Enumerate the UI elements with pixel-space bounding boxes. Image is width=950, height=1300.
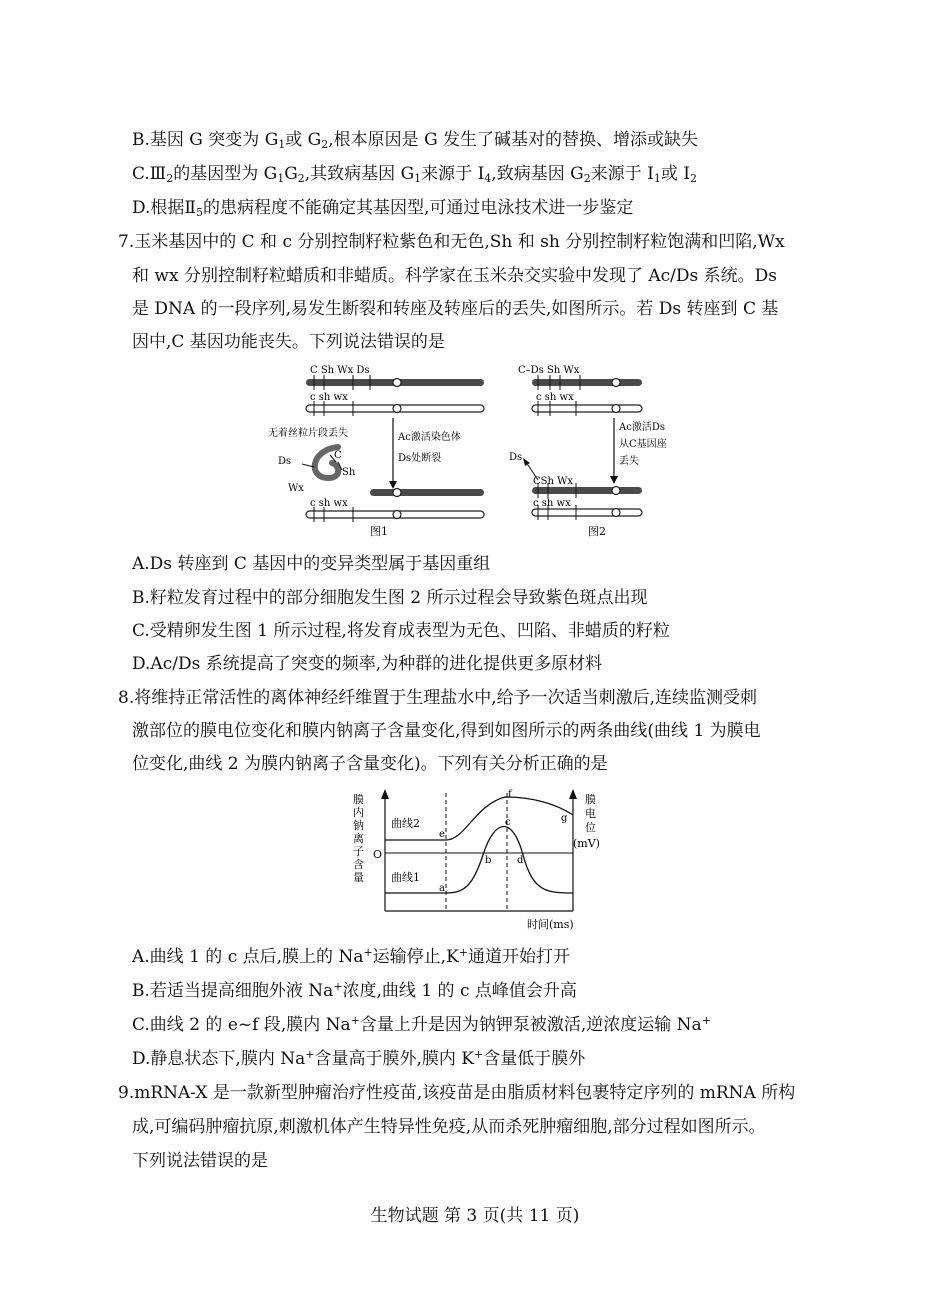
curve-1-label: 曲线1: [391, 871, 420, 884]
svg-text:内: 内: [353, 806, 364, 819]
fig1-wx: Wx: [288, 483, 304, 494]
fig1-bottom-labels: c sh wx: [310, 498, 348, 509]
svg-text:子: 子: [353, 845, 364, 858]
q7-figures: [250, 360, 667, 542]
chromosome-dark-broken: [370, 489, 484, 496]
q8-stem-line-1: 8.将维持正常活性的离体神经纤维置于生理盐水中,给予一次适当刺激后,连续监测受刺: [118, 688, 758, 708]
q6-option-b: B.基因 G 突变为 $G_1$或 $G_2$,根本原因是 G 发生了碱基对的替换、增添或缺失: [132, 130, 699, 151]
fig2-ds: Ds: [509, 452, 523, 463]
graph-xlabel: 时间(ms): [527, 918, 574, 931]
centromere: [393, 511, 401, 519]
q9-stem-line-1: 9.mRNA-X 是一款新型肿瘤治疗性疫苗,该疫苗是由脂质材料包裹特定序列的 mRNA 所构: [118, 1083, 796, 1103]
svg-text:电: 电: [585, 807, 596, 820]
centromere: [393, 489, 401, 497]
fig1-arrow-text-1: Ac激活染色体: [398, 432, 461, 443]
graph-ylabel-left: [353, 792, 364, 884]
graph-ylabel-right: [573, 792, 600, 850]
svg-text:膜: 膜: [585, 793, 596, 806]
svg-text:含: 含: [353, 858, 364, 871]
fig1-top-labels: C Sh Wx Ds: [310, 365, 370, 376]
q8-graph: [345, 785, 615, 935]
svg-text:量: 量: [353, 871, 364, 884]
svg-text:离: 离: [353, 832, 364, 845]
q6-option-c: $C.Ⅲ_2$的基因型为 $G_1G_2$,其致病基因 $G_1$来源于 $I_4$,致病基因 $G_2$来源于 $I_1$或 $I_2$: [132, 164, 697, 185]
centromere: [393, 379, 401, 387]
q7-stem-line-1: 7.玉米基因中的 C 和 c 分别控制籽粒紫色和无色,Sh 和 sh 分别控制籽粒饱满和凹陷,Wx: [118, 232, 785, 252]
point-f: f: [508, 789, 512, 800]
q8-option-b: B.若适当提高细胞外液 Na+浓度,曲线 1 的 c 点峰值会升高: [132, 980, 577, 1001]
q9-stem-line-3: 下列说法错误的是: [132, 1151, 268, 1171]
svg-text:钠: 钠: [353, 819, 364, 832]
graph-origin: O: [373, 848, 383, 861]
chromosome-dark: [532, 379, 642, 386]
q8-stem-line-2: 激部位的膜电位变化和膜内钠离子含量变化,得到如图所示的两条曲线(曲线 1 为膜电: [132, 721, 761, 741]
svg-text:(mV): (mV): [573, 837, 600, 850]
q7-option-d: D.Ac/Ds 系统提高了突变的频率,为种群的进化提供更多原材料: [132, 654, 603, 674]
q8-stem-line-3: 位变化,曲线 2 为膜内钠离子含量变化)。下列有关分析正确的是: [132, 754, 608, 774]
fig1-c: C: [334, 450, 342, 461]
centromere: [612, 405, 620, 413]
fig2-bottom-labels: c sh wx: [533, 498, 571, 509]
fig1-sh: Sh: [342, 467, 356, 478]
centromere: [612, 487, 620, 495]
q7-stem-line-4: 因中,C 基因功能丧失。下列说法错误的是: [132, 332, 445, 352]
q9-stem-line-2: 成,可编码肿瘤抗原,刺激机体产生特异性免疫,从而杀死肿瘤细胞,部分过程如图所示。: [132, 1117, 766, 1137]
fig2-mid-labels: CSh Wx: [533, 476, 574, 487]
q7-option-b: B.籽粒发育过程中的部分细胞发生图 2 所示过程会导致紫色斑点出现: [132, 588, 648, 608]
fig2-arrow-text-2: 从C基因座: [619, 439, 667, 450]
figure-1: [268, 365, 484, 538]
q8-option-a: A.曲线 1 的 c 点后,膜上的 Na+运输停止,K+通道开始打开: [132, 946, 570, 967]
svg-text:膜: 膜: [353, 793, 364, 806]
chromosome-light: [532, 405, 642, 412]
q7-option-a: A.Ds 转座到 C 基因中的变异类型属于基因重组: [132, 554, 491, 574]
fig1-caption: 图1: [370, 525, 388, 538]
centromere: [612, 509, 620, 517]
fig2-caption: 图2: [588, 525, 606, 538]
point-a: a: [439, 883, 445, 894]
fig1-lost-label: 无着丝粒片段丢失: [268, 428, 348, 439]
fig1-lower-labels: c sh wx: [310, 392, 348, 403]
point-b: b: [485, 855, 492, 866]
fig2-arrow-text-3: 丢失: [619, 456, 639, 467]
q6-option-d: D.根据$Ⅱ_5$的患病程度不能确定其基因型,可通过电泳技术进一步鉴定: [132, 198, 634, 219]
point-d: d: [517, 855, 524, 866]
point-e: e: [439, 829, 445, 840]
q7-option-c: C.受精卵发生图 1 所示过程,将发育成表型为无色、凹陷、非蜡质的籽粒: [132, 621, 670, 641]
fig2-top-labels: C–Ds Sh Wx: [518, 365, 580, 376]
curve-2-label: 曲线2: [391, 817, 420, 830]
fig1-arrow-text-2: Ds处断裂: [398, 453, 442, 464]
fig2-arrow-text-1: Ac激活Ds: [619, 422, 665, 433]
q8-option-c: C.曲线 2 的 e~f 段,膜内 Na+含量上升是因为钠钾泵被激活,逆浓度运输 Na+: [132, 1014, 711, 1035]
q7-stem-line-2: 和 wx 分别控制籽粒蜡质和非蜡质。科学家在玉米杂交实验中发现了 Ac/Ds 系统。Ds: [132, 266, 777, 286]
fig2-lower-labels: c sh wx: [536, 392, 574, 403]
figure-2: [509, 365, 667, 538]
page-footer: 生物试题 第 3 页(共 11 页): [370, 1206, 580, 1226]
svg-text:位: 位: [585, 821, 596, 834]
q7-stem-line-3: 是 DNA 的一段序列,易发生断裂和转座及转座后的丢失,如图所示。若 Ds 转座到 C 基: [132, 299, 779, 319]
centromere: [612, 379, 620, 387]
q8-option-d: D.静息状态下,膜内 Na+含量高于膜外,膜内 K+含量低于膜外: [132, 1048, 586, 1069]
point-c: c: [505, 817, 511, 828]
point-g: g: [561, 813, 568, 824]
fig1-ds: Ds: [278, 456, 292, 467]
centromere: [393, 405, 401, 413]
